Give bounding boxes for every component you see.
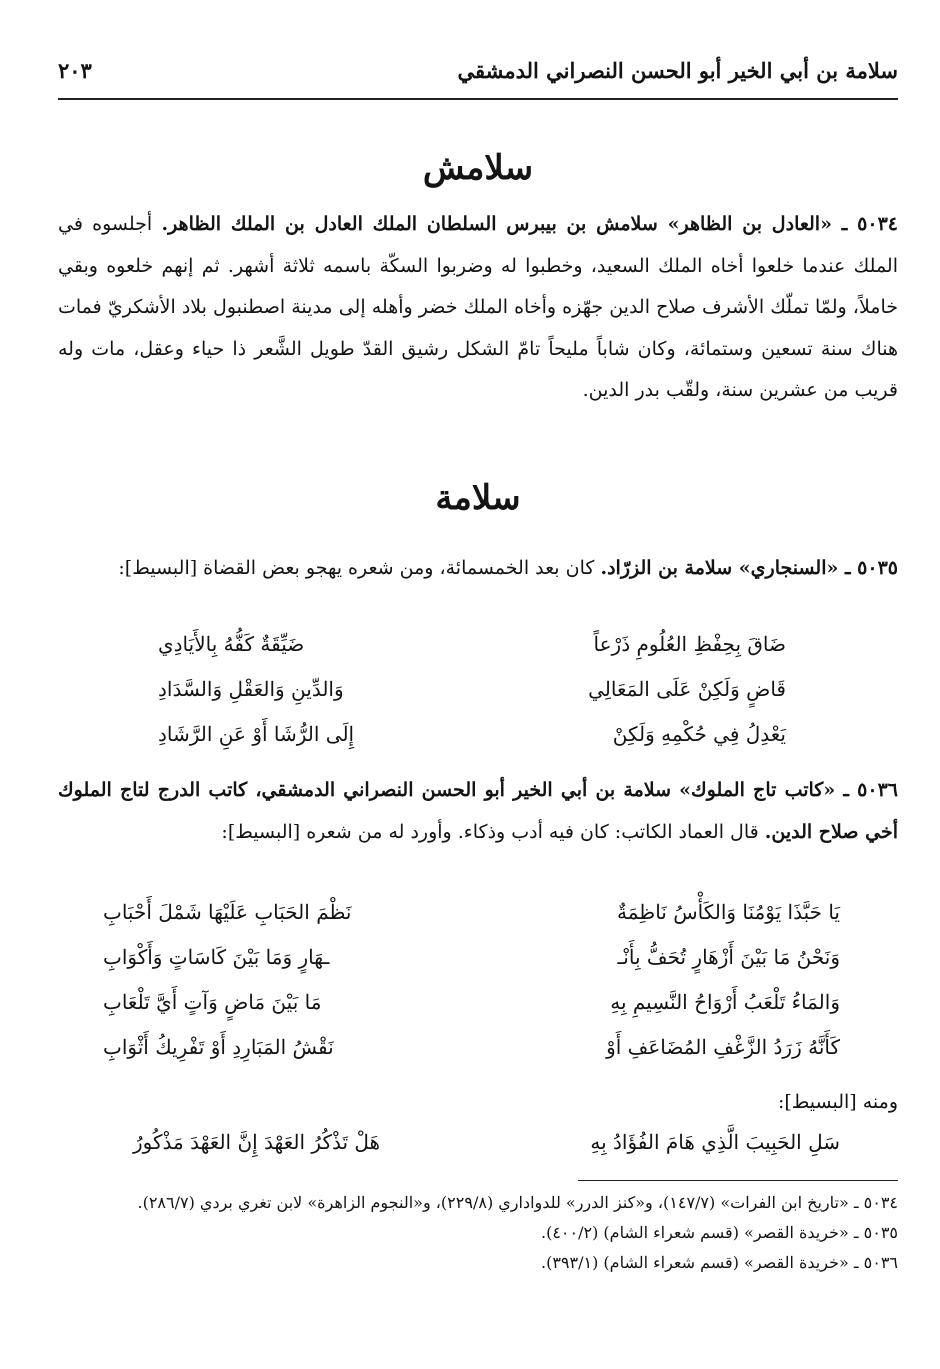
- verse-line: [58, 673, 898, 718]
- poem-5035: [58, 628, 898, 763]
- section-heading-salamish: سلامش: [422, 148, 534, 188]
- entry-5034: [58, 204, 898, 412]
- verse-line: [58, 1126, 898, 1171]
- poem-5036: [58, 896, 898, 1076]
- entry-5036-extra-intro: [58, 1082, 898, 1124]
- entry-5034-body: أجلسوه في الملك عندما خلعوا أخاه الملك السعيد، وخطبوا له وضربوا السكّة باسمه ثلاثة أشهر. ثم إنهم خلعوه وبقي خاملاً، ولمّا تملّك الأشرف صلاح الدين جهّزه وأخاه الملك خضر وأهله إلى مدينة اصطنبول بلاد الأشكريّ فمات هناك سنة تسعين وستمائة، وكان شاباً مليحاً تامّ الشكل رشيق القدّ طويل الشَّعر ذا حياء وعقل، مات وله قريب من عشرين سنة، ولقّب بدر الدين.: [58, 213, 898, 401]
- footnote-5035: ٥٠٣٥ ـ «خريدة القصر» (قسم شعراء الشام) (٤٠٠/٢).: [541, 1223, 898, 1242]
- page-number: ٢٠٣: [58, 58, 92, 83]
- entry-5036: [58, 770, 898, 853]
- verse-first-hemistich: سَلِ الحَبِيبَ الَّذِي هَامَ الفُؤَادُ بِهِ: [590, 1130, 840, 1154]
- entry-5036-lead: ٥٠٣٦ ـ «كاتب تاج الملوك» سلامة بن أبي الخير أبو الحسن النصراني الدمشقي، كاتب الدرج لتاج الملوك أخي صلاح الدين.: [58, 779, 898, 843]
- entry-5035: [58, 548, 898, 590]
- verse-second-hemistich: ـهَارٍ وَمَا بَيْنَ كَاسَاتٍ وَأَكْوَابِ: [103, 945, 330, 969]
- verse-second-hemistich: نَظْمَ الحَبَابِ عَلَيْهَا شَمْلَ أَحْبَابِ: [103, 900, 352, 924]
- verse-line: [58, 986, 898, 1031]
- footnotes: [58, 1188, 898, 1278]
- verse-first-hemistich: وَالمَاءُ تَلْعَبُ أَرْوَاحُ النَّسِيمِ بِهِ: [610, 990, 840, 1014]
- verse-second-hemistich: إِلَى الرُّشَا أَوْ عَنِ الرَّشَادِ: [158, 722, 355, 746]
- verse-line: [58, 941, 898, 986]
- entry-5036-body: قال العماد الكاتب: كان فيه أدب وذكاء. وأورد له من شعره [البسيط]:: [221, 820, 759, 843]
- footnote-rule: [578, 1180, 898, 1181]
- header-rule: [58, 98, 898, 100]
- verse-second-hemistich: وَالدِّينِ وَالعَقْلِ وَالسَّدَادِ: [158, 677, 344, 701]
- verse-second-hemistich: هَلْ تَذْكُرُ العَهْدَ إِنَّ العَهْدَ مَذْكُورُ: [133, 1130, 381, 1154]
- verse-second-hemistich: ضَيِّقَةٌ كَفُّهُ بِالأَيَادِي: [158, 632, 305, 656]
- footnote-5036: ٥٠٣٦ ـ «خريدة القصر» (قسم شعراء الشام) (٣٩٣/١).: [541, 1253, 898, 1272]
- verse-first-hemistich: يَعْدِلُ فِي حُكْمِهِ وَلَكِنْ: [612, 722, 786, 746]
- verse-line: [58, 718, 898, 763]
- poem-5036-extra: [58, 1126, 898, 1171]
- extra-intro-text: ومنه [البسيط]:: [777, 1091, 898, 1113]
- verse-line: [58, 1031, 898, 1076]
- footnote-5034: ٥٠٣٤ ـ «تاريخ ابن الفرات» (١٤٧/٧)، و«كنز الدرر» للدواداري (٢٢٩/٨)، و«النجوم الزاهرة» لابن تغري بردي (٢٨٦/٧).: [137, 1193, 898, 1212]
- book-page: [58, 48, 898, 1338]
- verse-first-hemistich: ضَاقَ بِحِفْظِ العُلُومِ ذَرْعاً: [593, 632, 786, 656]
- verse-second-hemistich: مَا بَيْنَ مَاضٍ وَآتٍ أَيَّ تَلْعَابِ: [103, 990, 322, 1014]
- verse-first-hemistich: قَاضٍ وَلَكِنْ عَلَى المَعَالِي: [588, 677, 786, 701]
- entry-5034-lead: ٥٠٣٤ ـ «العادل بن الظاهر» سلامش بن بيبرس السلطان الملك العادل بن الملك الظاهر.: [161, 213, 898, 235]
- verse-first-hemistich: كَأَنَّهُ زَرَدُ الزَّغْفِ المُضَاعَفِ أَوْ: [606, 1035, 840, 1059]
- entry-5035-lead: ٥٠٣٥ ـ «السنجاري» سلامة بن الزرّاد.: [600, 557, 898, 579]
- entry-5035-body: كان بعد الخمسمائة، ومن شعره يهجو بعض القضاة [البسيط]:: [118, 557, 595, 579]
- verse-first-hemistich: وَنَحْنُ مَا بَيْنَ أَزْهَارٍ تُحَفُّ بِأَنْـ: [617, 945, 840, 969]
- running-header: [58, 54, 898, 94]
- verse-line: [58, 896, 898, 941]
- running-title: سلامة بن أبي الخير أبو الحسن النصراني الدمشقي: [457, 58, 898, 83]
- section-heading-salama: سلامة: [435, 478, 521, 518]
- verse-second-hemistich: نَقْشُ المَبَارِدِ أَوْ تَفْرِيكُ أَثْوَابِ: [103, 1035, 334, 1059]
- verse-first-hemistich: يَا حَبَّذَا يَوْمُنَا وَالكَأْسُ نَاظِمَةٌ: [616, 900, 840, 924]
- verse-line: [58, 628, 898, 673]
